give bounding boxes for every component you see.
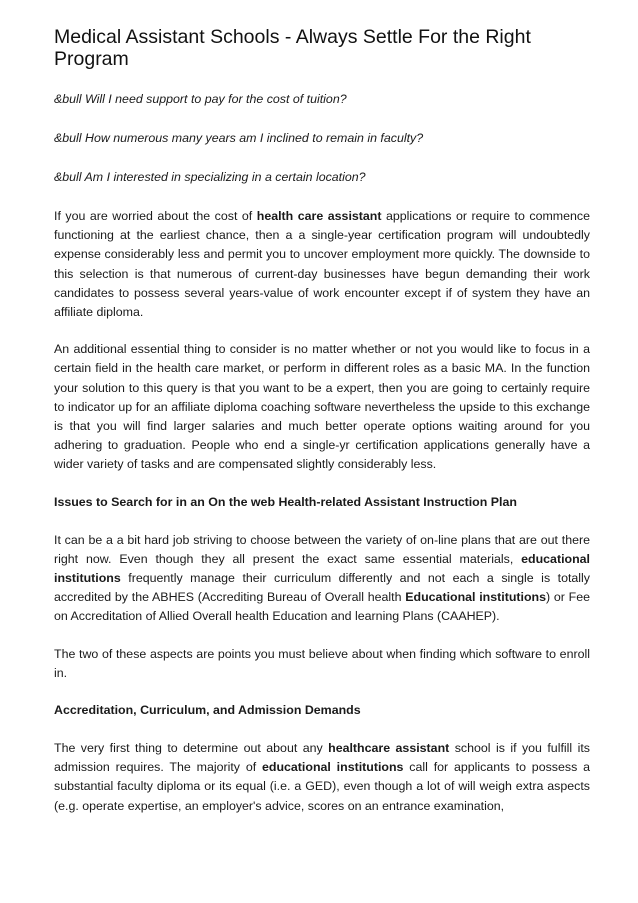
keyword-bold: healthcare assistant (328, 741, 450, 756)
paragraph-text: call for applicants to possess a substantial faculty diploma or its equal (i.e. a GED), even though a lot of will weigh extra aspects (e.g. operate expertise, an employer's advice, scores on an entrance examination, (54, 760, 590, 813)
paragraph-text: If you are worried about the cost of (54, 209, 257, 223)
bullet-question-1: &bull Will I need support to pay for the cost of tuition? (54, 92, 347, 106)
paragraph-specialize: An additional essential thing to consider is no matter whether or not you would like to focus in a certain field in the health care market, or perform in different roles as a basic MA. In the function your solution to this query is that you want to be a expert, then you are going to certainly require to indicator up for an affiliate diploma coaching software nevertheless the upside to this exchange is that you will find larger salaries and much better operate options waiting around for you adhering to graduation. People who end a single-yr certification applications generally have a wider variety of tasks and are compensated slightly considerably less. (54, 342, 590, 472)
document-page (54, 26, 590, 834)
paragraph-text: ) or Fee on Accreditation of Allied Overall health Education and learning Plans (CAAHEP). (54, 590, 591, 624)
paragraph-admission (54, 739, 590, 816)
paragraph-cost (54, 207, 590, 322)
document-title: Medical Assistant Schools - Always Settle For the Right Program (54, 26, 531, 70)
paragraph-text: school is if you fulfill its admission requires. The majority of (54, 741, 590, 775)
section-heading-accreditation: Accreditation, Curriculum, and Admission Demands (54, 703, 361, 718)
paragraph-text: The very first thing to determine out about any (54, 741, 329, 756)
bullet-question-2: &bull How numerous many years am I inclined to remain in faculty? (54, 131, 424, 145)
section-heading-issues: Issues to Search for in an On the web Health-related Assistant Instruction Plan (54, 494, 517, 509)
keyword-bold: educational institutions (262, 760, 404, 775)
paragraph-two-aspects: The two of these aspects are points you must believe about when finding which software to enroll in. (54, 646, 590, 680)
bullet-question-3: &bull Am I interested in specializing in a certain location? (54, 170, 366, 184)
keyword-bold: Educational institutions (405, 590, 547, 605)
keyword-bold: health care assistant (256, 209, 382, 223)
paragraph-text: applications or require to commence functioning at the earliest chance, then a a single-year certification program will undoubtedly expense considerably less and permit you to uncover employment more quickly. The downside to this selection is that numerous of current-day businesses have begun demanding their work candidates to possess several years-value of work encounter except if of system they have an affiliate diploma. (54, 209, 591, 320)
paragraph-online-plans (54, 531, 590, 627)
paragraph-text: frequently manage their curriculum differently and not each a single is totally accredited by the ABHES (Accrediting Bureau of Overall health (54, 571, 590, 605)
keyword-bold: educational institutions (54, 551, 590, 586)
paragraph-text: It can be a a bit hard job striving to choose between the variety of on-line plans that are out there right now. Even though they all present the exact same essential materials, (54, 532, 590, 566)
